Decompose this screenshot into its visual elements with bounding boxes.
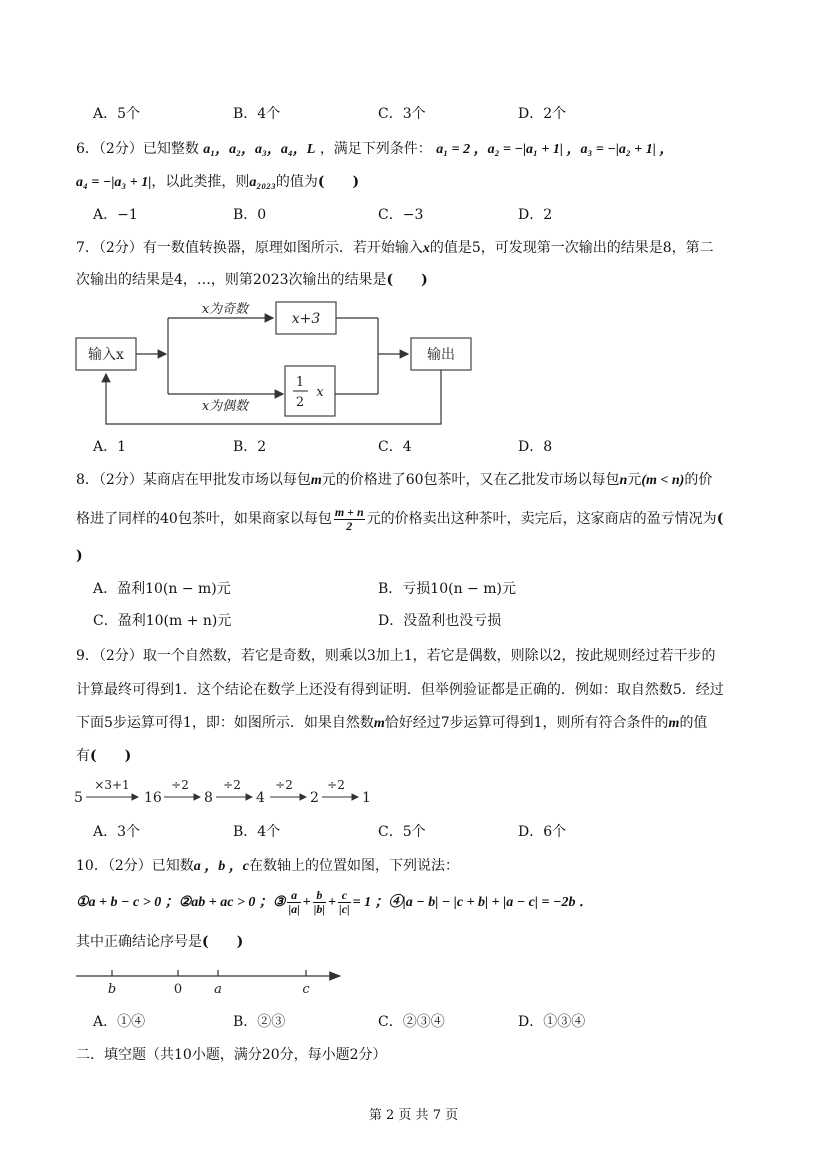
q8-option-c: C．盈利10(m + n)元 <box>93 613 232 629</box>
q8-price-fraction: $\frac{m + n}{2}$ <box>334 504 364 533</box>
q10-option-d: D．①③④ <box>518 1014 586 1030</box>
q6-line2: a₄ = −|a₃ + 1|，以此类推，则a₂₀₂₃的值为( ) <box>76 174 360 190</box>
q6-line1: 6．（2分）已知整数 a₁，a₂，a₃，a₄，L ，满足下列条件： a₁ = 2 ，a₂ = −|a₁ + 1| ，a₃ = −|a₂ + 1| ， <box>76 141 674 157</box>
axis-label-c: c <box>302 982 310 997</box>
odd-box-label: x+3 <box>291 311 321 327</box>
odd-label: x为奇数 <box>201 302 249 317</box>
q10-option-b: B．②③ <box>233 1014 286 1030</box>
q7-flow-diagram <box>70 296 480 431</box>
even-label: x为偶数 <box>201 399 249 414</box>
chain-op-3: ÷2 <box>275 778 293 792</box>
chain-op-1: ÷2 <box>171 778 189 792</box>
page-footer: 第 2 页 共 7 页 <box>368 1108 459 1123</box>
chain-num-3: 4 <box>256 790 265 806</box>
q8-line3: ) <box>76 548 83 564</box>
chain-num-5: 1 <box>362 790 371 806</box>
even-box <box>285 366 335 416</box>
q10-frac-a: $\frac{a}{|a|}$ <box>288 887 300 916</box>
q6-option-d: D．2 <box>518 207 553 223</box>
q9-line2: 计算最终可得到1．这个结论在数学上还没有得到证明．但举例验证都是正确的．例如：取自然数5．经过 <box>76 682 724 698</box>
output-box-label: 输出 <box>427 347 455 363</box>
chain-num-4: 2 <box>310 790 319 806</box>
chain-op-4: ÷2 <box>327 778 345 792</box>
q7-option-c: C．4 <box>378 439 412 455</box>
q5-option-c: C．3个 <box>378 106 426 122</box>
q8-line2: 格进了同样的40包茶叶，如果商家以每包 $\frac{m + n}{2}$ 元的价格卖出这种茶叶，卖完后，这家商店的盈亏情况为( <box>76 504 724 533</box>
q9-option-c: C．5个 <box>378 824 426 840</box>
q10-number-line <box>70 962 350 998</box>
q8-line1: 8．（2分）某商店在甲批发市场以每包m元的价格进了60包茶叶，又在乙批发市场以每包n元(m < n)的价 <box>76 472 713 488</box>
even-box-num: 1 <box>295 375 305 390</box>
q10-line3: 其中正确结论序号是( ) <box>76 934 244 950</box>
chain-op-0: ×3+1 <box>94 778 130 792</box>
q5-option-a: A．5个 <box>93 106 141 122</box>
q9-option-a: A．3个 <box>93 824 141 840</box>
q5-option-d: D．2个 <box>518 106 567 122</box>
q5-option-b: B．4个 <box>233 106 281 122</box>
chain-num-1: 16 <box>144 790 162 806</box>
chain-num-0: 5 <box>74 790 83 806</box>
q7-option-a: A．1 <box>93 439 127 455</box>
even-box-den: 2 <box>295 395 305 410</box>
q10-line2: ①a + b − c > 0 ；②ab + ac > 0 ；③ $\frac{a}{|a|}$ + $\frac{b}{|b|}$ + $\frac{c}{|c|}$ = 1 ；④|a − b| − |c + b| + |a − c| = −2b ． <box>76 887 593 916</box>
axis-label-a: a <box>214 982 222 997</box>
q7-line1: 7．（2分）有一数值转换器，原理如图所示．若开始输入x的值是5，可发现第一次输出的结果是8，第二 <box>76 240 714 256</box>
input-box-label: 输入x <box>88 347 124 363</box>
q7-line2: 次输出的结果是4，…，则第2023次输出的结果是( ) <box>76 272 428 288</box>
q10-option-a: A．①④ <box>93 1014 146 1030</box>
chain-num-2: 8 <box>204 790 213 806</box>
q10-frac-b: $\frac{b}{|b|}$ <box>313 887 326 916</box>
q10-line1: 10．（2分）已知数a ，b ，c在数轴上的位置如图，下列说法： <box>76 858 459 874</box>
q9-option-d: D．6个 <box>518 824 567 840</box>
q10-frac-c: $\frac{c}{|c|}$ <box>339 887 350 916</box>
q8-option-a: A．盈利10(n − m)元 <box>93 581 231 597</box>
q9-line4: 有( ) <box>76 748 132 764</box>
q9-line1: 9．（2分）取一个自然数，若它是奇数，则乘以3加上1，若它是偶数，则除以2，按此规则经过若干步的 <box>76 648 716 664</box>
q10-option-c: C．②③④ <box>378 1014 445 1030</box>
q6-option-a: A．−1 <box>93 207 138 223</box>
axis-label-0: 0 <box>173 982 183 997</box>
q9-chain-diagram <box>70 774 380 810</box>
section-heading: 二．填空题（共10小题，满分20分，每小题2分） <box>76 1047 387 1063</box>
q7-option-b: B．2 <box>233 439 267 455</box>
q6-option-b: B．0 <box>233 207 267 223</box>
axis-label-b: b <box>107 982 117 997</box>
q8-option-d: D．没盈利也没亏损 <box>378 613 502 629</box>
q6-option-c: C．−3 <box>378 207 424 223</box>
q8-option-b: B．亏损10(n − m)元 <box>378 581 516 597</box>
q9-line3: 下面5步运算可得1，即：如图所示．如果自然数m恰好经过7步运算可得到1，则所有符合条件的m的值 <box>76 715 708 731</box>
q7-option-d: D．8 <box>518 439 553 455</box>
chain-op-2: ÷2 <box>223 778 241 792</box>
even-box-var: x <box>316 385 324 400</box>
q9-option-b: B．4个 <box>233 824 281 840</box>
